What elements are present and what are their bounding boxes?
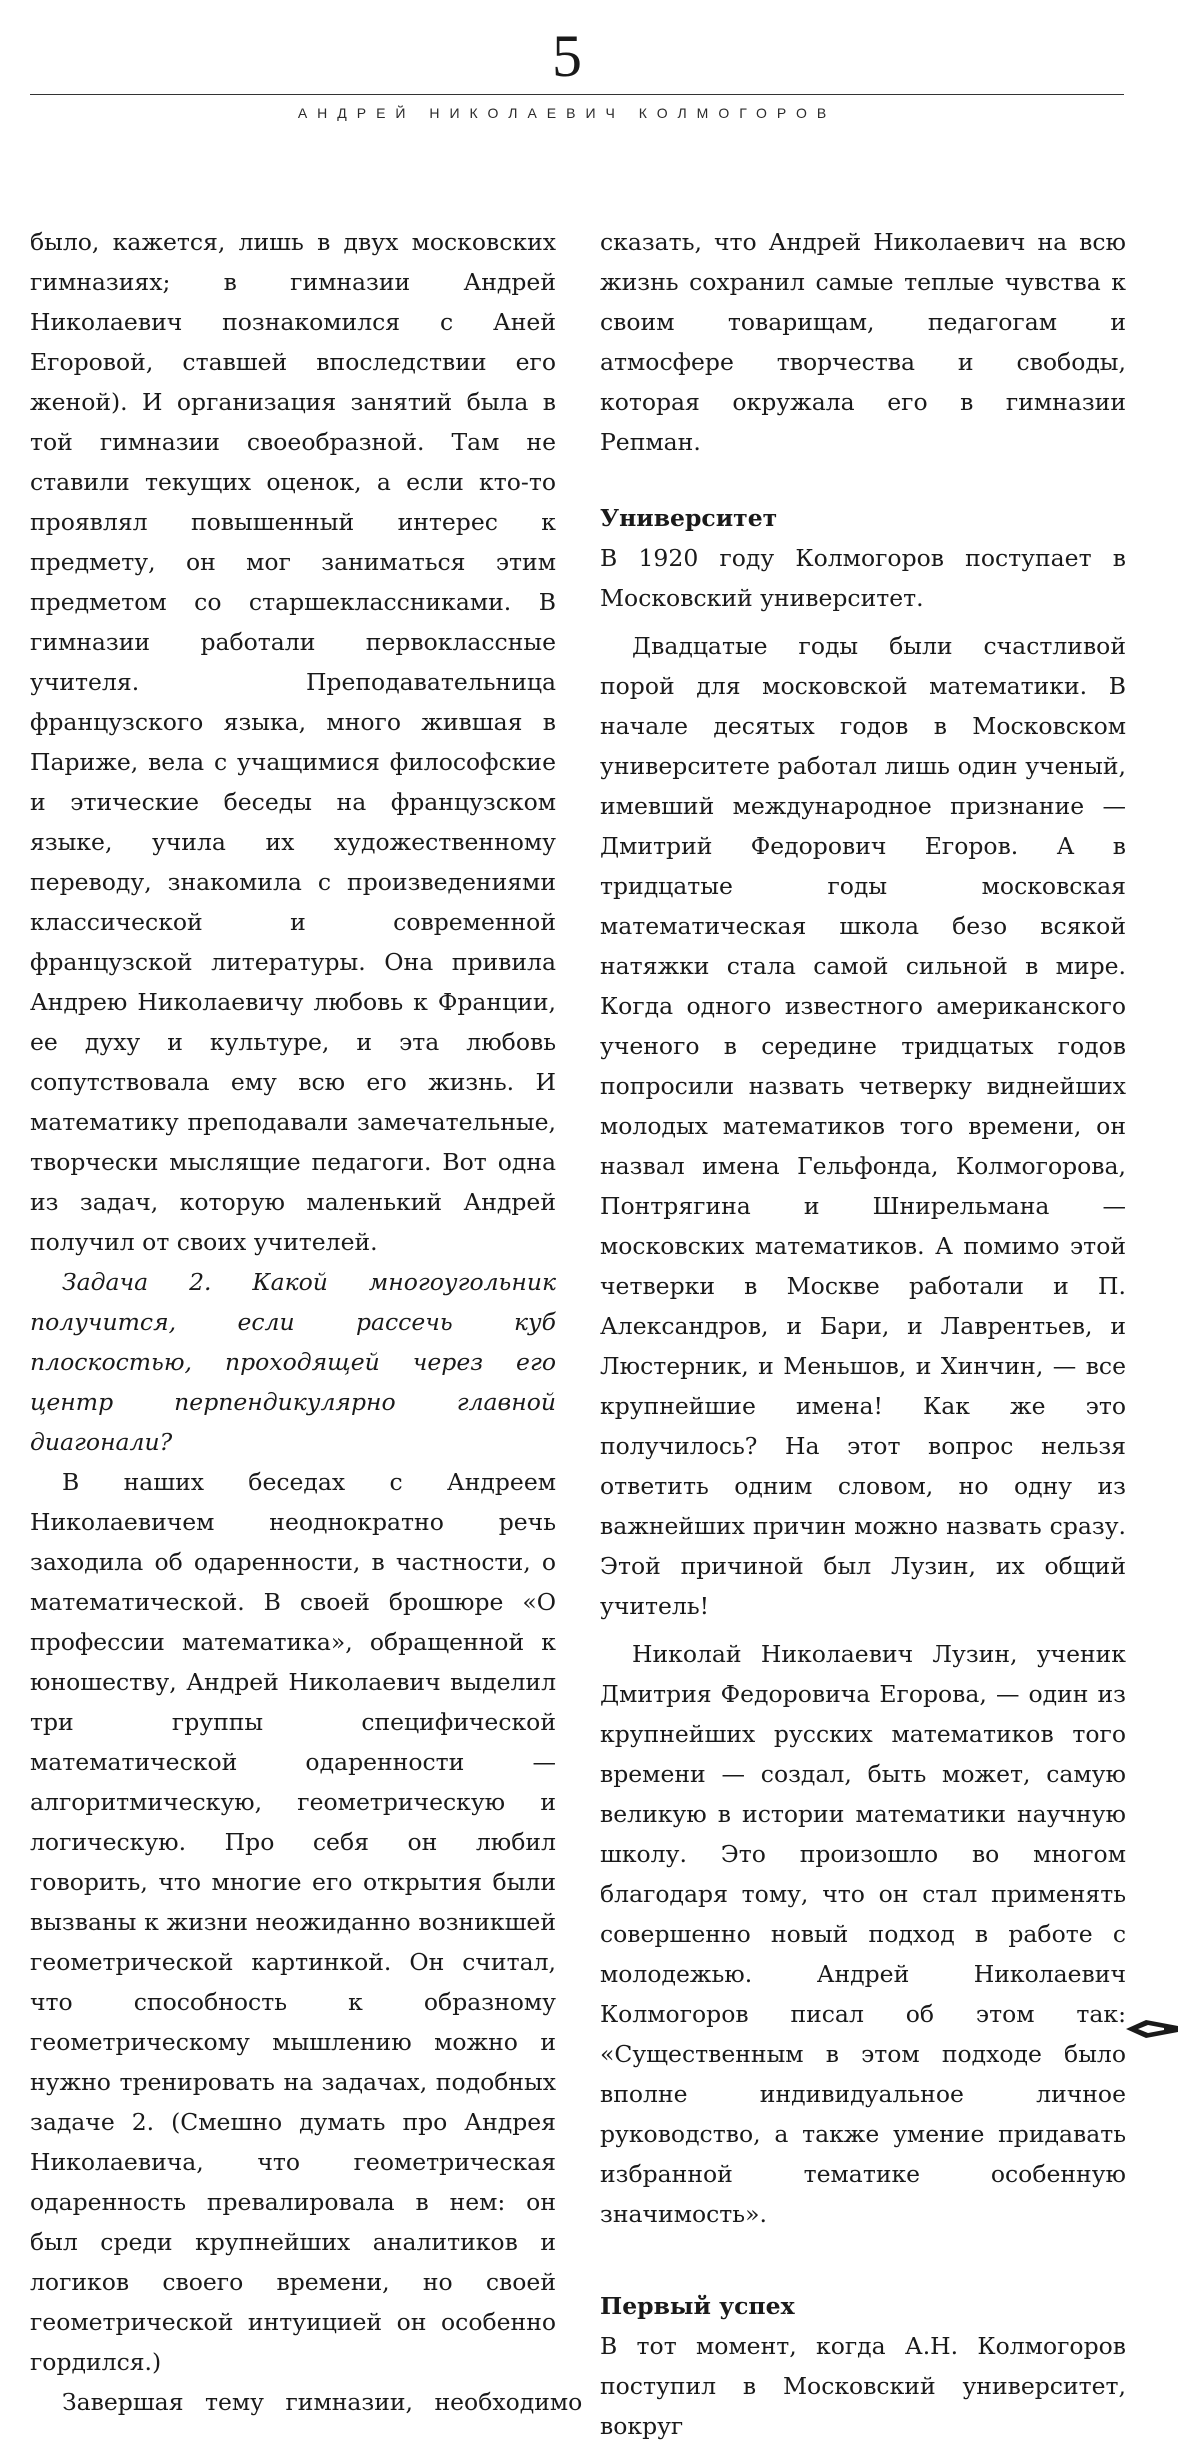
left-paragraph-1: было, кажется, лишь в двух московских гимназиях; в гимназии Андрей Николаевич познакомился с Аней Егоровой, ставшей впоследствии его женой). И организация занятий была в той гимназии своеобразной. Там не ставили текущих оценок, а если кто-то проявлял повышенный интерес к предмету, он мог заниматься этим предметом со старшеклассниками. В гимназии работали первоклассные учителя. Преподавательница французского языка, много жившая в Париже, вела с учащимися философские и этические беседы на французском языке, учила их художественному переводу, знакомила с произведениями классической и современной французской литературы. Она привила Андрею Николаевичу любовь к Франции, ее духу и культуре, и эта любовь сопутствовала ему всю его жизнь. И математику преподавали замечательные, творчески мыслящие педагоги. Вот одна из задач, которую маленький Андрей получил от своих учителей. <box>30 228 556 1256</box>
task-2: Задача 2. Какой многоугольник получится, если рассечь куб плоскостью, проходящей через его центр перпендикулярно главной диагонали? <box>30 1268 556 1456</box>
left-column <box>30 222 583 2422</box>
university-paragraph-2: Двадцатые годы были счастливой порой для московской математики. В начале десятых годов в Московском университете работал лишь один ученый, имевший международное признание — Дмитрий Федорович Егоров. А в тридцатые годы московская математическая школа безо всякой натяжки стала самой сильной в мире. Когда одного известного американского ученого в середине тридцатых годов попросили назвать четверку виднейших молодых математиков того времени, он назвал имена Гельфонда, Колмогорова, Понтрягина и Шнирельмана — московских математиков. А помимо этой четверки в Москве работали и П. Александров, и Бари, и Лаврентьев, и Люстерник, и Меньшов, и Хинчин, — все крупнейшие имена! Как же это получилось? На этот вопрос нельзя ответить одним словом, но одну из важнейших причин можно назвать сразу. Этой причиной был Лузин, их общий учитель! <box>600 632 1126 1620</box>
section-title-university: Университет <box>600 504 778 532</box>
left-paragraph-2: В наших беседах с Андреем Николаевичем неоднократно речь заходила об одаренности, в частности, о математической. В своей брошюре «О профессии математика», обращенной к юношеству, Андрей Николаевич выделил три группы специфической математической одаренности — алгоритмическую, геометрическую и логическую. Про себя он любил говорить, что многие его открытия были вызваны к жизни неожиданно возникшей геометрической картинкой. Он считал, что способность к образному геометрическому мышлению можно и нужно тренировать на задачах, подобных задаче 2. (Смешно думать про Андрея Николаевича, что геометрическая одаренность превалировала в нем: он был среди крупнейших аналитиков и логиков своего времени, но своей геометрической интуицией он особенно гордился.) <box>30 1468 556 2376</box>
page-number: 5 <box>552 23 582 89</box>
university-paragraph-3: Николай Николаевич Лузин, ученик Дмитрия Федоровича Егорова, — один из крупнейших русских математиков того времени — создал, быть может, самую великую в истории математики научную школу. Это произошло во многом благодаря тому, что он стал применять совершенно новый подход в работе с молодежью. Андрей Николаевич Колмогоров писал об этом так: «Существенным в этом подходе было вполне индивидуальное личное руководство, а также умение придавать избранной тематике особенную значимость». <box>600 1640 1126 2228</box>
section-title-first-success: Первый успех <box>600 2292 795 2320</box>
left-paragraph-3: Завершая тему гимназии, необходимо <box>62 2388 583 2416</box>
right-column <box>600 222 1126 2446</box>
header-rule <box>30 94 1124 95</box>
first-success-paragraph-1: В тот момент, когда А.Н. Колмогоров поступил в Московский университет, вокруг <box>600 2332 1126 2440</box>
right-paragraph-0: сказать, что Андрей Николаевич на всю жизнь сохранил самые теплые чувства к своим товарищам, педагогам и атмосфере творчества и свободы, которая окружала его в гимназии Репман. <box>600 228 1126 456</box>
pointing-arrow-icon <box>1124 2018 1180 2040</box>
running-head: АНДРЕЙ НИКОЛАЕВИЧ КОЛМОГОРОВ <box>297 105 837 121</box>
university-paragraph-1: В 1920 году Колмогоров поступает в Московский университет. <box>600 544 1126 612</box>
